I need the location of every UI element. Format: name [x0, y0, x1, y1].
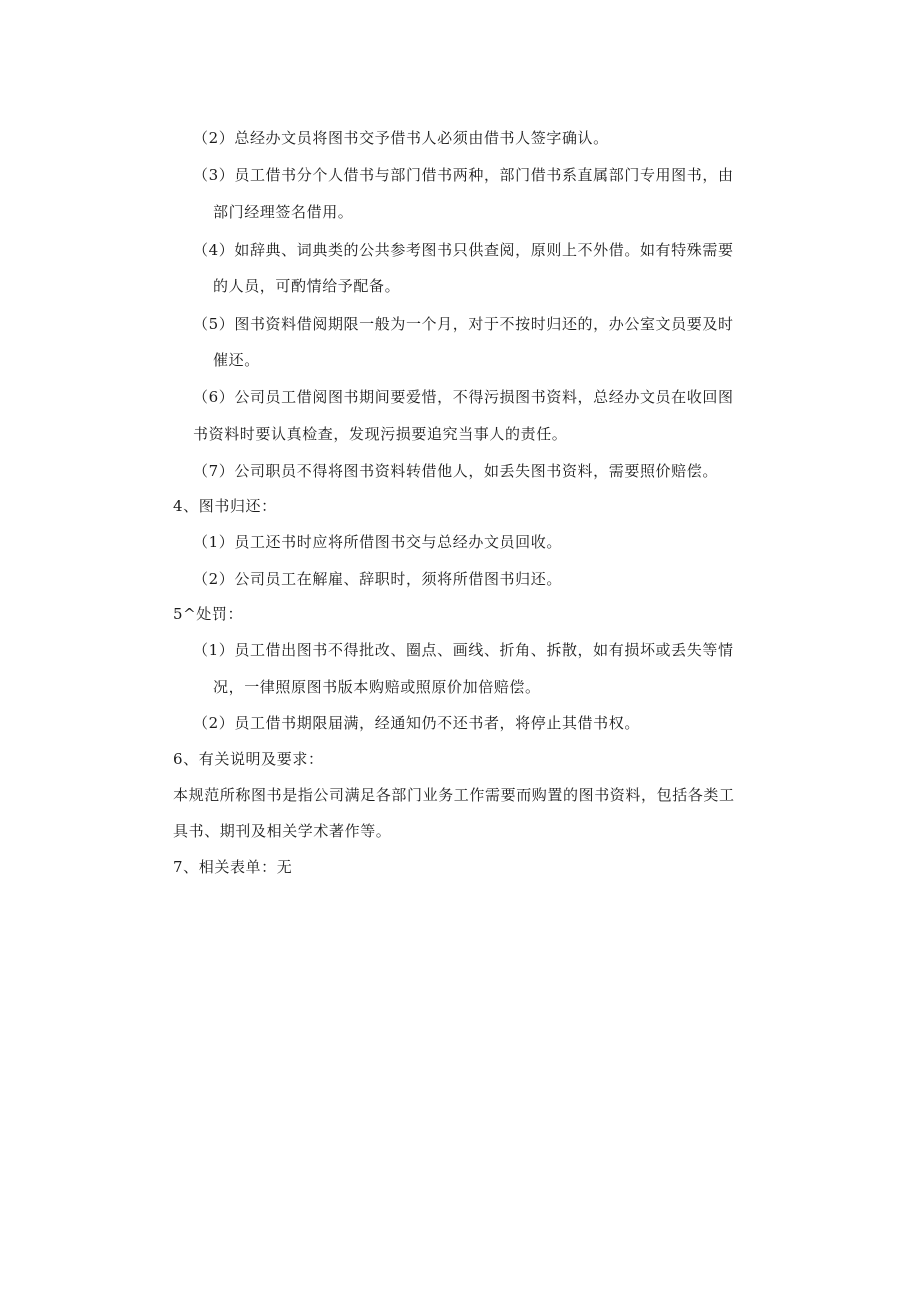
- penalty-rule-2: （2）员工借书期限届满，经通知仍不还书者，将停止其借书权。: [193, 714, 640, 732]
- section-heading-forms: 7、相关表单：无: [173, 858, 293, 876]
- return-rule-2: （2）公司员工在解雇、辞职时，须将所借图书归还。: [193, 570, 562, 588]
- borrow-rule-3-cont: 部门经理签名借用。: [213, 203, 354, 221]
- penalty-rule-1-cont: 况，一律照原图书版本购赔或照原价加倍赔偿。: [213, 678, 541, 696]
- return-rule-1: （1）员工还书时应将所借图书交与总经办文员回收。: [193, 533, 562, 551]
- section-heading-penalty: 5^处罚：: [173, 605, 244, 623]
- notes-paragraph: 本规范所称图书是指公司满足各部门业务工作需要而购置的图书资料，包括各类工: [173, 786, 735, 804]
- borrow-rule-5: （5）图书资料借阅期限一般为一个月，对于不按时归还的，办公室文员要及时: [193, 315, 734, 333]
- borrow-rule-5-cont: 催还。: [213, 351, 260, 369]
- borrow-rule-6-cont: 书资料时要认真检查，发现污损要追究当事人的责任。: [193, 425, 568, 443]
- notes-paragraph-cont: 具书、期刊及相关学术著作等。: [173, 822, 392, 840]
- borrow-rule-6: （6）公司员工借阅图书期间要爱惜，不得污损图书资料，总经办文员在收回图: [193, 388, 734, 406]
- section-heading-notes: 6、有关说明及要求：: [173, 750, 324, 768]
- borrow-rule-3: （3）员工借书分个人借书与部门借书两种，部门借书系直属部门专用图书，由: [193, 166, 734, 184]
- borrow-rule-4-cont: 的人员，可酌情给予配备。: [213, 277, 401, 295]
- borrow-rule-4: （4）如辞典、词典类的公共参考图书只供查阅，原则上不外借。如有特殊需要: [193, 241, 734, 259]
- borrow-rule-7: （7）公司职员不得将图书资料转借他人，如丢失图书资料，需要照价赔偿。: [193, 462, 718, 480]
- borrow-rule-2: （2）总经办文员将图书交予借书人必须由借书人签字确认。: [193, 129, 609, 147]
- penalty-rule-1: （1）员工借出图书不得批改、圈点、画线、折角、拆散，如有损坏或丢失等情: [193, 641, 734, 659]
- section-heading-return: 4、图书归还：: [173, 497, 277, 515]
